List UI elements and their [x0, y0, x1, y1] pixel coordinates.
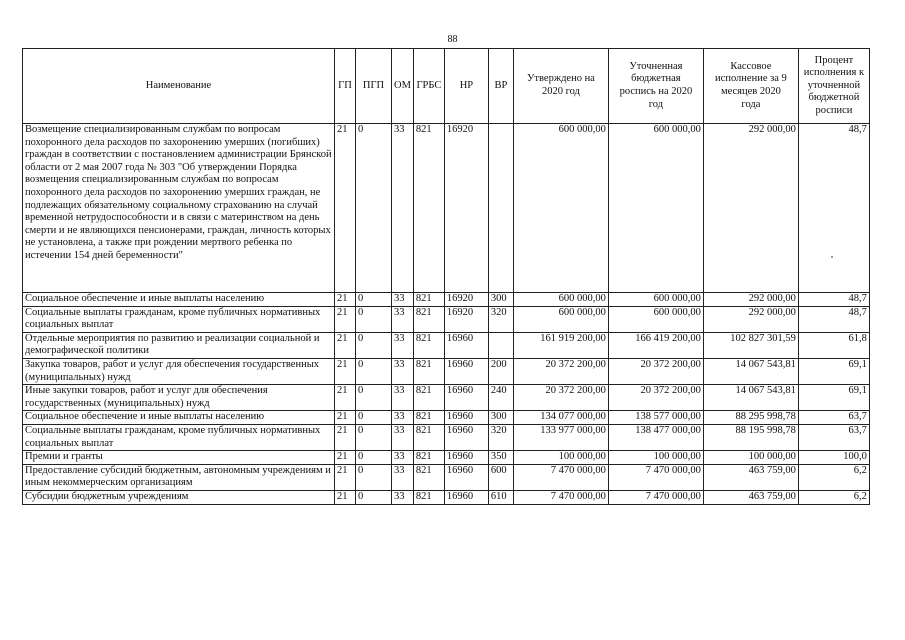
row-grbs: 821 — [413, 124, 444, 293]
header-pgp: ПГП — [356, 49, 392, 124]
row-approved: 600 000,00 — [513, 306, 608, 332]
row-grbs: 821 — [413, 424, 444, 450]
row-percent: 6,2 — [798, 490, 869, 504]
header-refined: Уточненная бюджетная роспись на 2020 год — [608, 49, 703, 124]
table-row — [23, 385, 870, 411]
row-gp: 21 — [335, 451, 356, 465]
row-grbs: 821 — [413, 411, 444, 425]
table-row — [23, 490, 870, 504]
row-np: 16920 — [444, 306, 488, 332]
row-approved: 161 919 200,00 — [513, 332, 608, 358]
page-number: 88 — [447, 34, 458, 45]
row-refined: 7 470 000,00 — [608, 464, 703, 490]
row-vr: 300 — [488, 293, 513, 307]
row-np: 16960 — [444, 490, 488, 504]
row-gp: 21 — [335, 293, 356, 307]
row-percent: 48,7 — [798, 306, 869, 332]
row-vr: 600 — [488, 464, 513, 490]
row-name: Социальное обеспечение и иные выплаты населению — [23, 411, 335, 425]
table-row — [23, 124, 870, 293]
row-cash: 102 827 301,59 — [703, 332, 798, 358]
row-name: Премии и гранты — [23, 451, 335, 465]
row-cash: 463 759,00 — [703, 490, 798, 504]
row-percent: 48,7 — [798, 124, 869, 293]
row-grbs: 821 — [413, 451, 444, 465]
row-cash: 292 000,00 — [703, 124, 798, 293]
row-gp: 21 — [335, 358, 356, 384]
table-row — [23, 332, 870, 358]
row-gp: 21 — [335, 124, 356, 293]
row-pgp: 0 — [356, 124, 392, 293]
row-np: 16960 — [444, 411, 488, 425]
row-om: 33 — [392, 332, 414, 358]
row-om: 33 — [392, 358, 414, 384]
row-approved: 600 000,00 — [513, 124, 608, 293]
row-refined: 138 577 000,00 — [608, 411, 703, 425]
row-refined: 600 000,00 — [608, 124, 703, 293]
row-np: 16960 — [444, 464, 488, 490]
row-name: Предоставление субсидий бюджетным, автономным учреждениям и иным некоммерческим организациям — [23, 464, 335, 490]
row-om: 33 — [392, 490, 414, 504]
row-om: 33 — [392, 293, 414, 307]
row-gp: 21 — [335, 332, 356, 358]
row-om: 33 — [392, 451, 414, 465]
row-refined: 100 000,00 — [608, 451, 703, 465]
row-np: 16960 — [444, 424, 488, 450]
row-percent: 63,7 — [798, 424, 869, 450]
row-gp: 21 — [335, 306, 356, 332]
row-np: 16960 — [444, 451, 488, 465]
row-approved: 133 977 000,00 — [513, 424, 608, 450]
row-approved: 20 372 200,00 — [513, 358, 608, 384]
row-vr: 610 — [488, 490, 513, 504]
row-vr: 320 — [488, 306, 513, 332]
row-pgp: 0 — [356, 293, 392, 307]
row-refined: 166 419 200,00 — [608, 332, 703, 358]
row-pgp: 0 — [356, 411, 392, 425]
row-np: 16960 — [444, 358, 488, 384]
row-grbs: 821 — [413, 306, 444, 332]
row-percent: 69,1 — [798, 385, 869, 411]
row-gp: 21 — [335, 464, 356, 490]
table-row — [23, 358, 870, 384]
row-cash: 88 195 998,78 — [703, 424, 798, 450]
table-row — [23, 451, 870, 465]
row-pgp: 0 — [356, 306, 392, 332]
table-row — [23, 306, 870, 332]
scan-speck — [831, 256, 833, 258]
row-grbs: 821 — [413, 490, 444, 504]
row-percent: 63,7 — [798, 411, 869, 425]
row-name: Закупка товаров, работ и услуг для обеспечения государственных (муниципальных) нужд — [23, 358, 335, 384]
row-vr: 200 — [488, 358, 513, 384]
row-approved: 7 470 000,00 — [513, 464, 608, 490]
row-name: Социальные выплаты гражданам, кроме публичных нормативных социальных выплат — [23, 424, 335, 450]
header-vr: ВР — [488, 49, 513, 124]
row-pgp: 0 — [356, 464, 392, 490]
row-percent: 6,2 — [798, 464, 869, 490]
header-percent: Процент исполнения к уточненной бюджетной росписи — [798, 49, 869, 124]
row-cash: 463 759,00 — [703, 464, 798, 490]
row-grbs: 821 — [413, 332, 444, 358]
row-name: Отдельные мероприятия по развитию и реализации социальной и демографической политики — [23, 332, 335, 358]
header-om: ОМ — [392, 49, 414, 124]
row-gp: 21 — [335, 411, 356, 425]
row-approved: 7 470 000,00 — [513, 490, 608, 504]
row-percent: 100,0 — [798, 451, 869, 465]
header-name: Наименование — [23, 49, 335, 124]
row-refined: 600 000,00 — [608, 306, 703, 332]
table-row — [23, 293, 870, 307]
row-approved: 100 000,00 — [513, 451, 608, 465]
row-vr — [488, 124, 513, 293]
row-approved: 600 000,00 — [513, 293, 608, 307]
row-pgp: 0 — [356, 424, 392, 450]
row-pgp: 0 — [356, 358, 392, 384]
row-approved: 20 372 200,00 — [513, 385, 608, 411]
row-approved: 134 077 000,00 — [513, 411, 608, 425]
row-om: 33 — [392, 464, 414, 490]
header-np: НР — [444, 49, 488, 124]
row-om: 33 — [392, 306, 414, 332]
row-percent: 69,1 — [798, 358, 869, 384]
row-name: Возмещение специализированным службам по вопросам похоронного дела расходов по захоронению умерших (погибших) граждан в соответствии с постановлением администрации Брянской области от 2 мая 2007 года № 303 "Об утверждении Порядка возмещения специализированным службам по вопросам похоронного дела расходов по захоронению умерших граждан, не подлежащих обязательному социальному страхованию на случай временной нетрудоспособности и в связи с материнством на день смерти и не являющихся пенсионерами, граждан, личность которых не установлена, а также при рождении мертвого ребенка по истечении 154 дней беременности" — [23, 124, 335, 293]
row-grbs: 821 — [413, 358, 444, 384]
table-row — [23, 424, 870, 450]
row-gp: 21 — [335, 424, 356, 450]
row-vr: 350 — [488, 451, 513, 465]
row-vr: 240 — [488, 385, 513, 411]
header-grbs: ГРБС — [413, 49, 444, 124]
row-refined: 7 470 000,00 — [608, 490, 703, 504]
row-refined: 20 372 200,00 — [608, 358, 703, 384]
row-om: 33 — [392, 385, 414, 411]
row-pgp: 0 — [356, 332, 392, 358]
row-grbs: 821 — [413, 293, 444, 307]
row-np: 16920 — [444, 124, 488, 293]
row-name: Иные закупки товаров, работ и услуг для обеспечения государственных (муниципальных) нужд — [23, 385, 335, 411]
budget-report-sheet — [22, 48, 870, 505]
row-cash: 14 067 543,81 — [703, 358, 798, 384]
row-cash: 88 295 998,78 — [703, 411, 798, 425]
row-pgp: 0 — [356, 451, 392, 465]
row-refined: 20 372 200,00 — [608, 385, 703, 411]
row-om: 33 — [392, 424, 414, 450]
table-header-row — [23, 49, 870, 124]
row-name: Социальное обеспечение и иные выплаты населению — [23, 293, 335, 307]
row-np: 16960 — [444, 385, 488, 411]
table-row — [23, 411, 870, 425]
row-om: 33 — [392, 124, 414, 293]
header-approved: Утверждено на 2020 год — [513, 49, 608, 124]
budget-execution-table — [22, 48, 870, 505]
row-vr — [488, 332, 513, 358]
row-cash: 292 000,00 — [703, 293, 798, 307]
row-gp: 21 — [335, 490, 356, 504]
header-gp: ГП — [335, 49, 356, 124]
row-percent: 48,7 — [798, 293, 869, 307]
row-refined: 138 477 000,00 — [608, 424, 703, 450]
row-vr: 300 — [488, 411, 513, 425]
row-np: 16920 — [444, 293, 488, 307]
row-grbs: 821 — [413, 385, 444, 411]
row-name: Социальные выплаты гражданам, кроме публичных нормативных социальных выплат — [23, 306, 335, 332]
table-row — [23, 464, 870, 490]
row-om: 33 — [392, 411, 414, 425]
row-percent: 61,8 — [798, 332, 869, 358]
row-cash: 100 000,00 — [703, 451, 798, 465]
row-cash: 14 067 543,81 — [703, 385, 798, 411]
row-name: Субсидии бюджетным учреждениям — [23, 490, 335, 504]
row-gp: 21 — [335, 385, 356, 411]
row-np: 16960 — [444, 332, 488, 358]
row-cash: 292 000,00 — [703, 306, 798, 332]
row-pgp: 0 — [356, 490, 392, 504]
row-refined: 600 000,00 — [608, 293, 703, 307]
row-vr: 320 — [488, 424, 513, 450]
row-grbs: 821 — [413, 464, 444, 490]
header-cash: Кассовое исполнение за 9 месяцев 2020 года — [703, 49, 798, 124]
row-pgp: 0 — [356, 385, 392, 411]
